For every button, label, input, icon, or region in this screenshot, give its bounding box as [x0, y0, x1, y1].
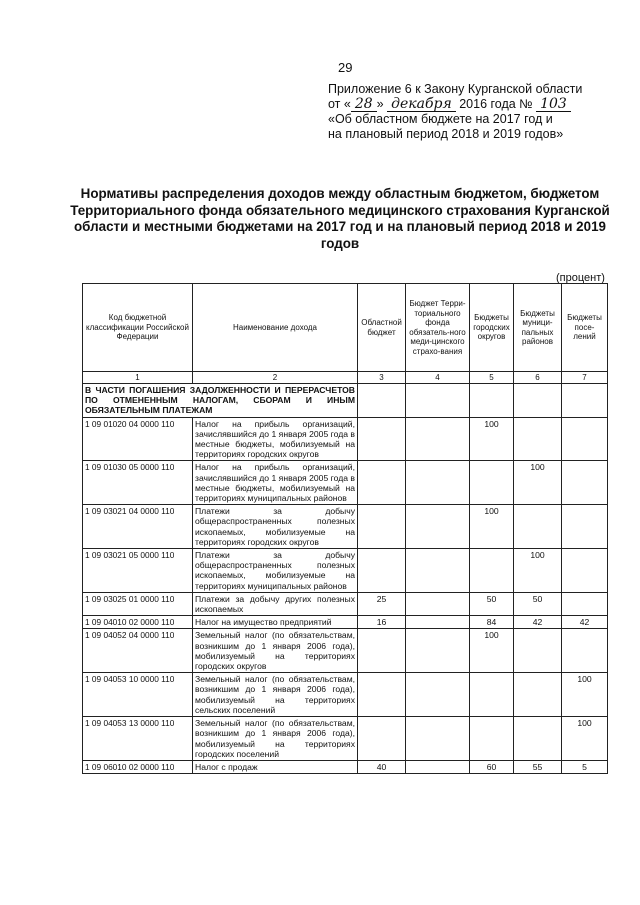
col-number: 2 — [193, 372, 358, 384]
row-district — [514, 717, 562, 761]
row-code: 1 09 03021 05 0000 110 — [83, 549, 193, 593]
row-settlement — [562, 629, 608, 673]
table-row — [83, 549, 608, 593]
col-number: 3 — [358, 372, 406, 384]
row-name: Налог на прибыль организаций, зачислявшийся до 1 января 2005 года в местные бюджеты, мобилизуемый на территориях городских округов — [193, 417, 358, 461]
unit-label: (процент) — [556, 272, 605, 284]
row-regional — [358, 673, 406, 717]
row-city: 100 — [470, 629, 514, 673]
row-tfoms — [406, 717, 470, 761]
row-regional: 40 — [358, 760, 406, 773]
appendix-line-3: «Об областном бюджете на 2017 год и — [328, 112, 553, 126]
row-code: 1 09 04053 10 0000 110 — [83, 673, 193, 717]
row-name: Земельный налог (по обязательствам, возникшим до 1 января 2006 года), мобилизуемый на территориях сельских поселений — [193, 673, 358, 717]
row-tfoms — [406, 592, 470, 615]
row-code: 1 09 01030 05 0000 110 — [83, 461, 193, 505]
appendix-quote-close: » — [376, 97, 384, 111]
row-settlement: 100 — [562, 673, 608, 717]
row-district — [514, 629, 562, 673]
row-code: 1 09 03025 01 0000 110 — [83, 592, 193, 615]
row-city: 50 — [470, 592, 514, 615]
handwritten-month: декабря — [387, 98, 456, 112]
row-name: Налог на имущество предприятий — [193, 616, 358, 629]
row-tfoms — [406, 505, 470, 549]
row-settlement: 5 — [562, 760, 608, 773]
col-number: 1 — [83, 372, 193, 384]
row-district: 42 — [514, 616, 562, 629]
appendix-year: 2016 года № — [459, 97, 533, 111]
document-title: Нормативы распределения доходов между областным бюджетом, бюджетом Территориального фонда обязательного медицинского страхования Курганской области и местными бюджетами на 2017 год и на плановый период 2018 и 2019 годов — [70, 186, 610, 251]
row-district: 100 — [514, 461, 562, 505]
column-number-row — [83, 372, 608, 384]
row-city — [470, 549, 514, 593]
row-settlement — [562, 461, 608, 505]
row-name: Платежи за добычу общераспространенных полезных ископаемых, мобилизуемые на территориях муниципальных районов — [193, 549, 358, 593]
section-row — [83, 384, 608, 418]
row-city: 100 — [470, 417, 514, 461]
row-code: 1 09 04052 04 0000 110 — [83, 629, 193, 673]
table-row — [83, 592, 608, 615]
row-city — [470, 461, 514, 505]
row-city — [470, 673, 514, 717]
appendix-from: от « — [328, 97, 351, 111]
row-settlement: 100 — [562, 717, 608, 761]
header-name: Наименование дохода — [193, 284, 358, 372]
row-name: Налог с продаж — [193, 760, 358, 773]
header-district: Бюджеты муници-пальных районов — [514, 284, 562, 372]
row-tfoms — [406, 673, 470, 717]
page-number: 29 — [338, 60, 353, 75]
row-settlement — [562, 592, 608, 615]
row-district — [514, 505, 562, 549]
row-regional — [358, 461, 406, 505]
row-settlement: 42 — [562, 616, 608, 629]
row-city: 100 — [470, 505, 514, 549]
section-title: В ЧАСТИ ПОГАШЕНИЯ ЗАДОЛЖЕННОСТИ И ПЕРЕРАСЧЕТОВ ПО ОТМЕНЕННЫМ НАЛОГАМ, СБОРАМ И ИНЫМ ОБЯЗАТЕЛЬНЫМ ПЛАТЕЖАМ — [83, 384, 358, 418]
table-row — [83, 760, 608, 773]
col-number: 5 — [470, 372, 514, 384]
table-row — [83, 505, 608, 549]
table-row — [83, 629, 608, 673]
row-settlement — [562, 417, 608, 461]
row-code: 1 09 03021 04 0000 110 — [83, 505, 193, 549]
row-tfoms — [406, 760, 470, 773]
row-name: Налог на прибыль организаций, зачислявшийся до 1 января 2005 года в местные бюджеты, мобилизуемый на территориях муниципальных районов — [193, 461, 358, 505]
row-district: 55 — [514, 760, 562, 773]
col-number: 4 — [406, 372, 470, 384]
row-district: 50 — [514, 592, 562, 615]
row-regional — [358, 505, 406, 549]
row-tfoms — [406, 461, 470, 505]
row-city — [470, 717, 514, 761]
header-settlement: Бюджеты посе-лений — [562, 284, 608, 372]
row-name: Земельный налог (по обязательствам, возникшим до 1 января 2006 года), мобилизуемый на территориях городских округов — [193, 629, 358, 673]
table-row — [83, 717, 608, 761]
header-city: Бюджеты городских округов — [470, 284, 514, 372]
row-regional — [358, 549, 406, 593]
row-regional — [358, 629, 406, 673]
row-name: Платежи за добычу общераспространенных полезных ископаемых, мобилизуемые на территориях городских округов — [193, 505, 358, 549]
row-regional — [358, 717, 406, 761]
row-code: 1 09 04053 13 0000 110 — [83, 717, 193, 761]
header-row — [83, 284, 608, 372]
appendix-line-4: на плановый период 2018 и 2019 годов» — [328, 127, 564, 141]
appendix-line-1: Приложение 6 к Закону Курганской области — [328, 82, 583, 96]
row-district: 100 — [514, 549, 562, 593]
row-name: Платежи за добычу других полезных ископаемых — [193, 592, 358, 615]
row-tfoms — [406, 629, 470, 673]
distribution-table — [82, 283, 608, 774]
header-code: Код бюджетной классификации Российской Федерации — [83, 284, 193, 372]
row-code: 1 09 06010 02 0000 110 — [83, 760, 193, 773]
row-city: 84 — [470, 616, 514, 629]
table-row — [83, 673, 608, 717]
appendix-header — [328, 82, 628, 142]
header-tfoms: Бюджет Терри-ториального фонда обязатель-ного меди-цинского страхо-вания — [406, 284, 470, 372]
handwritten-day: 28 — [351, 98, 377, 112]
row-tfoms — [406, 616, 470, 629]
row-code: 1 09 01020 04 0000 110 — [83, 417, 193, 461]
row-regional — [358, 417, 406, 461]
col-number: 6 — [514, 372, 562, 384]
appendix-line-2 — [328, 97, 628, 112]
table-row — [83, 461, 608, 505]
row-tfoms — [406, 549, 470, 593]
row-settlement — [562, 549, 608, 593]
row-tfoms — [406, 417, 470, 461]
table-row — [83, 616, 608, 629]
row-code: 1 09 04010 02 0000 110 — [83, 616, 193, 629]
row-regional: 16 — [358, 616, 406, 629]
col-number: 7 — [562, 372, 608, 384]
row-district — [514, 417, 562, 461]
header-regional: Областной бюджет — [358, 284, 406, 372]
table-row — [83, 417, 608, 461]
row-district — [514, 673, 562, 717]
row-settlement — [562, 505, 608, 549]
row-city: 60 — [470, 760, 514, 773]
row-regional: 25 — [358, 592, 406, 615]
row-name: Земельный налог (по обязательствам, возникшим до 1 января 2006 года), мобилизуемый на территориях городских поселений — [193, 717, 358, 761]
handwritten-number: 103 — [536, 98, 571, 112]
